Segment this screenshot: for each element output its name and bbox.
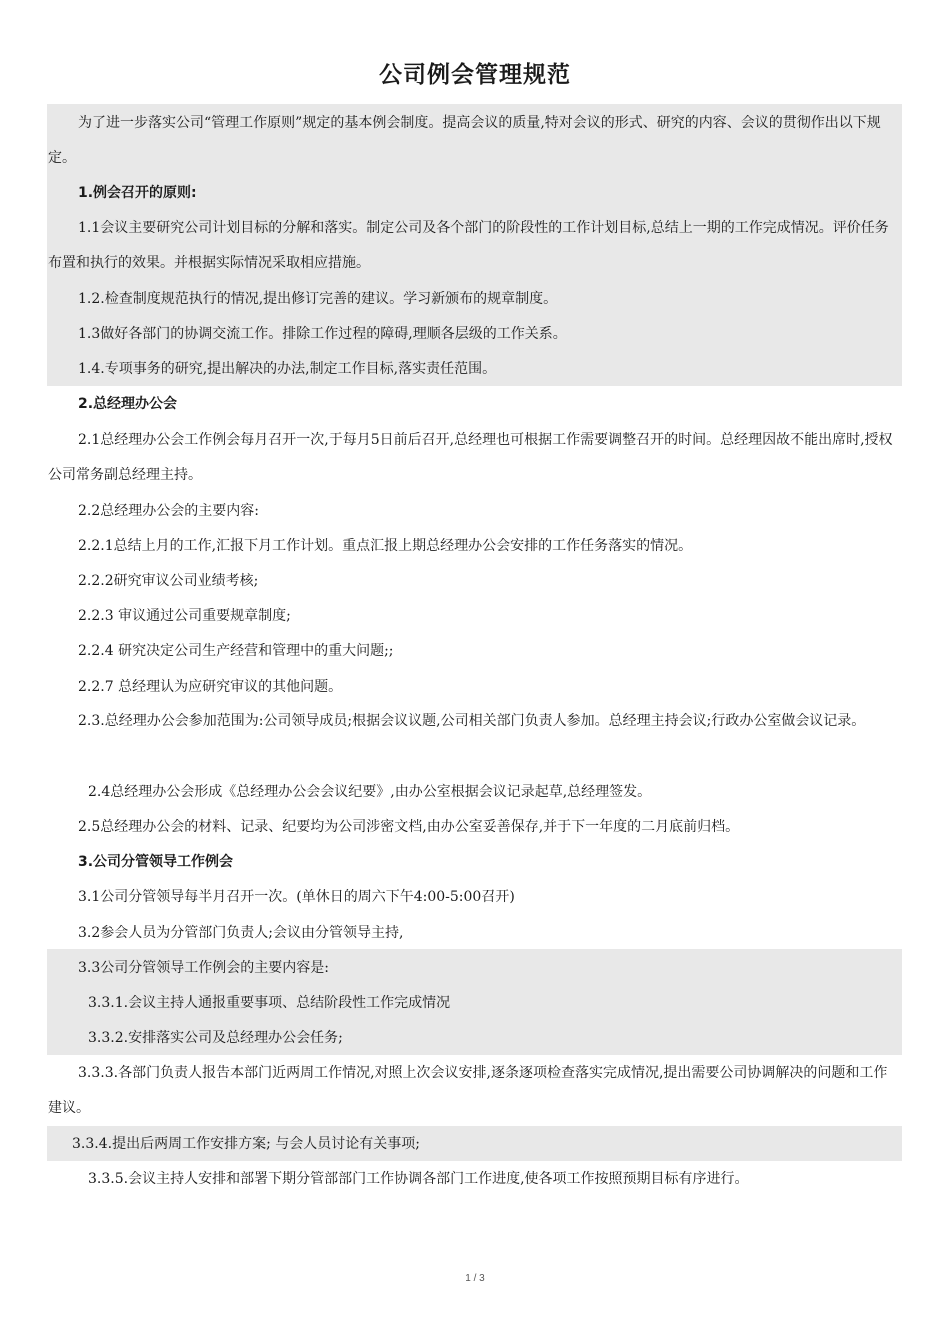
section-2-heading: 2.总经理办公会 xyxy=(78,396,178,412)
paragraph-3-3-5: 3.3.5.会议主持人安排和部署下期分管部部门工作协调各部门工作进度,使各项工作按照预期目标有序进行。 xyxy=(88,1171,749,1187)
paragraph-2-4: 2.4总经理办公会形成《总经理办公会会议纪要》,由办公室根据会议记录起草,总经理签发。 xyxy=(88,784,652,800)
paragraph-2-2-2: 2.2.2研究审议公司业绩考核; xyxy=(78,573,259,589)
paragraph-1-3: 1.3做好各部门的协调交流工作。排除工作过程的障碍,理顺各层级的工作关系。 xyxy=(78,326,567,342)
paragraph-3-3-4: 3.3.4.提出后两周工作安排方案; 与会人员讨论有关事项; xyxy=(72,1136,420,1152)
paragraph-3-1: 3.1公司分管领导每半月召开一次。(单休日的周六下午4:00-5:00召开) xyxy=(78,889,515,905)
paragraph-3-3: 3.3公司分管领导工作例会的主要内容是: xyxy=(78,960,329,976)
intro-paragraph: 为了进一步落实公司“管理工作原则”规定的基本例会制度。提高会议的质量,特对会议的形式、研究的内容、会议的贯彻作出以下规定。 xyxy=(48,115,881,166)
paragraph-2-2-1: 2.2.1总结上月的工作,汇报下月工作计划。重点汇报上期总经理办公会安排的工作任务落实的情况。 xyxy=(78,538,693,554)
paragraph-3-3-1: 3.3.1.会议主持人通报重要事项、总结阶段性工作完成情况 xyxy=(88,995,451,1011)
paragraph-1-4: 1.4.专项事务的研究,提出解决的办法,制定工作目标,落实责任范围。 xyxy=(78,361,497,377)
paragraph-3-3-3: 3.3.3.各部门负责人报告本部门近两周工作情况,对照上次会议安排,逐条逐项检查落实完成情况,提出需要公司协调解决的问题和工作建议。 xyxy=(48,1065,888,1116)
section-3-heading: 3.公司分管领导工作例会 xyxy=(78,854,234,870)
document-title: 公司例会管理规范 xyxy=(379,62,571,88)
paragraph-1-1: 1.1会议主要研究公司计划目标的分解和落实。制定公司及各个部门的阶段性的工作计划目标,总结上一期的工作完成情况。评价任务布置和执行的效果。并根据实际情况采取相应措施。 xyxy=(48,220,889,271)
page-number: 1 / 3 xyxy=(465,1273,485,1284)
paragraph-2-1: 2.1总经理办公会工作例会每月召开一次,于每月5日前后召开,总经理也可根据工作需要调整召开的时间。总经理因故不能出席时,授权公司常务副总经理主持。 xyxy=(48,432,893,483)
paragraph-2-2-3: 2.2.3 审议通过公司重要规章制度; xyxy=(78,608,291,624)
paragraph-3-2: 3.2参会人员为分管部门负责人;会议由分管领导主持, xyxy=(78,925,404,941)
paragraph-2-5: 2.5总经理办公会的材料、记录、纪要均为公司涉密文档,由办公室妥善保存,并于下一年度的二月底前归档。 xyxy=(78,819,740,835)
paragraph-3-3-2: 3.3.2.安排落实公司及总经理办公会任务; xyxy=(88,1030,343,1046)
paragraph-1-2: 1.2.检查制度规范执行的情况,提出修订完善的建议。学习新颁布的规章制度。 xyxy=(78,291,558,307)
section-1-heading: 1.例会召开的原则: xyxy=(78,185,197,201)
paragraph-2-2: 2.2总经理办公会的主要内容: xyxy=(78,503,259,519)
paragraph-2-2-4: 2.2.4 研究决定公司生产经营和管理中的重大问题;; xyxy=(78,643,394,659)
paragraph-2-2-7: 2.2.7 总经理认为应研究审议的其他问题。 xyxy=(78,679,343,695)
paragraph-2-3: 2.3.总经理办公会参加范围为:公司领导成员;根据会议议题,公司相关部门负责人参加。总经理主持会议;行政办公室做会议记录。 xyxy=(78,713,866,729)
